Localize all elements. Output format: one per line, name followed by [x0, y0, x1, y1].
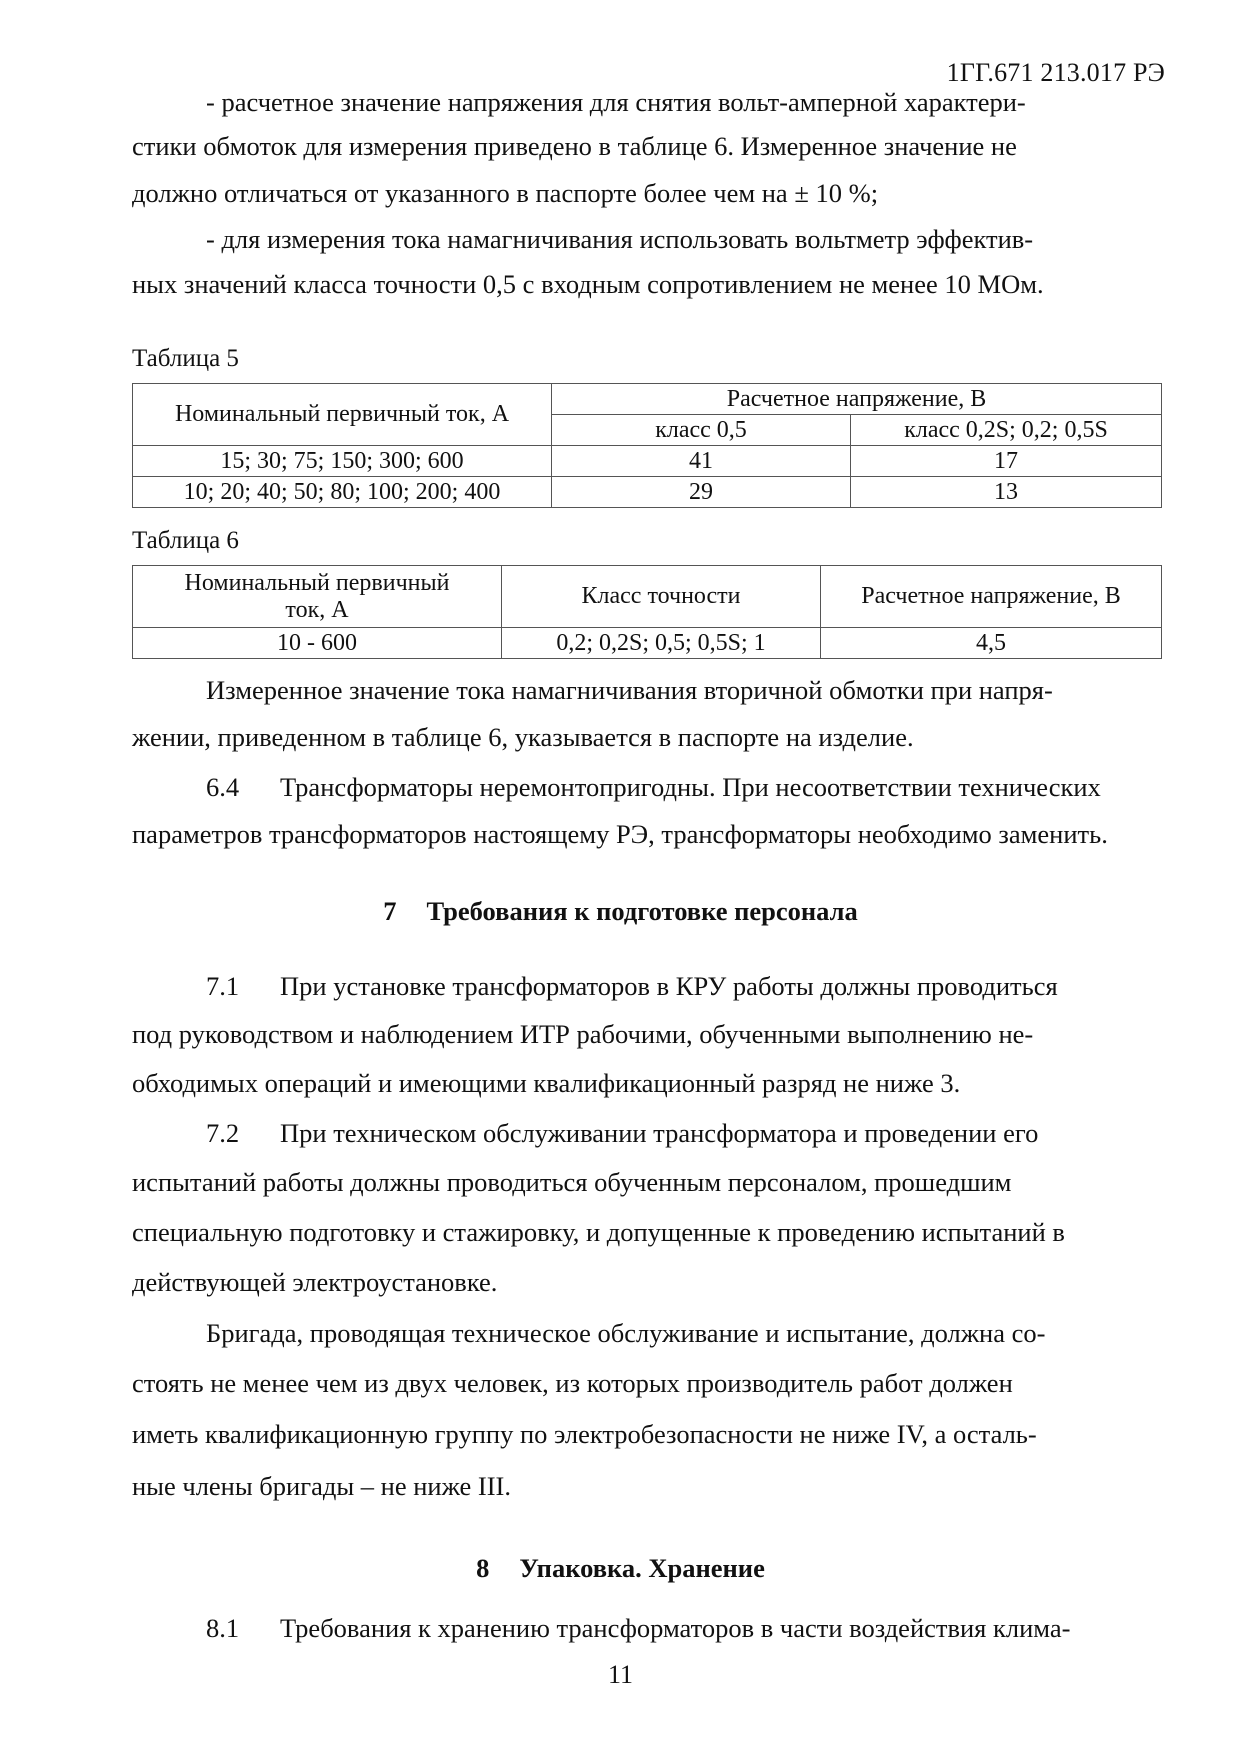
clause-number: 7.1 [206, 971, 240, 1001]
section-title: Упаковка. Хранение [519, 1553, 765, 1583]
table6-cell-voltage: 4,5 [821, 628, 1162, 659]
section-number: 7 [383, 896, 397, 926]
clause-text: При установке трансформаторов в КРУ работы должны проводиться [280, 971, 1058, 1001]
table5 [132, 383, 1162, 508]
text-line: ных значений класса точности 0,5 с входным сопротивлением не менее 10 МОм. [132, 269, 1044, 299]
text-line: иметь квалификационную группу по электробезопасности не ниже IV, а осталь- [132, 1419, 1037, 1449]
table6-header-voltage: Расчетное напряжение, В [821, 566, 1162, 628]
text-line: Бригада, проводящая техническое обслуживание и испытание, должна со- [206, 1318, 1046, 1348]
table6-header-current-line2: ток, А [285, 596, 349, 623]
clause-6-4 [206, 771, 1241, 803]
section-number: 8 [476, 1553, 490, 1583]
table5-cell-current: 10; 20; 40; 50; 80; 100; 200; 400 [133, 477, 552, 508]
table6-cell-current: 10 - 600 [133, 628, 502, 659]
text-line: специальную подготовку и стажировку, и допущенные к проведению испытаний в [132, 1217, 1065, 1247]
text-line: жении, приведенном в таблице 6, указывается в паспорте на изделие. [132, 722, 914, 752]
text-line: Измеренное значение тока намагничивания вторичной обмотки при напря- [206, 675, 1053, 705]
text-line: параметров трансформаторов настоящему РЭ, трансформаторы необходимо заменить. [132, 819, 1108, 849]
page-number: 11 [607, 1660, 634, 1689]
table5-cell-class02: 13 [851, 477, 1162, 508]
text-line: под руководством и наблюдением ИТР рабочими, обученными выполнению не- [132, 1019, 1034, 1049]
section-8-heading [0, 1553, 1241, 1584]
table6-header-current [133, 566, 502, 628]
text-line: действующей электроустановке. [132, 1267, 498, 1297]
table5-cell-current: 15; 30; 75; 150; 300; 600 [133, 446, 552, 477]
document-code: 1ГГ.671 213.017 РЭ [946, 58, 1165, 87]
clause-number: 7.2 [206, 1118, 240, 1148]
table6-header-current-line1: Номинальный первичный [184, 569, 450, 596]
clause-number: 8.1 [206, 1613, 240, 1643]
table5-cell-class05: 41 [552, 446, 851, 477]
clause-text: Трансформаторы неремонтопригодны. При несоответствии технических [280, 772, 1101, 802]
clause-7-1 [206, 970, 1241, 1002]
table5-header-class05: класс 0,5 [552, 415, 851, 446]
table5-cell-class05: 29 [552, 477, 851, 508]
bullet-line: - расчетное значение напряжения для снятия вольт-амперной характери- [206, 87, 1026, 117]
text-line: стоять не менее чем из двух человек, из которых производитель работ должен [132, 1368, 1013, 1398]
table5-header-voltage: Расчетное напряжение, В [552, 384, 1162, 415]
table-row [133, 628, 1162, 659]
clause-7-2 [206, 1117, 1241, 1149]
table5-header-current: Номинальный первичный ток, А [133, 384, 552, 446]
text-line: ные члены бригады – не ниже III. [132, 1471, 512, 1501]
table6-cell-accuracy: 0,2; 0,2S; 0,5; 0,5S; 1 [502, 628, 821, 659]
section-7-heading [0, 896, 1241, 927]
table5-caption: Таблица 5 [132, 345, 239, 372]
clause-8-1 [206, 1612, 1241, 1644]
table5-header-class02: класс 0,2S; 0,2; 0,5S [851, 415, 1162, 446]
clause-text: Требования к хранению трансформаторов в части воздействия клима- [280, 1613, 1071, 1643]
section-title: Требования к подготовке персонала [426, 896, 858, 926]
text-line: стики обмоток для измерения приведено в таблице 6. Измеренное значение не [132, 131, 1017, 161]
text-line: обходимых операций и имеющими квалификационный разряд не ниже 3. [132, 1068, 961, 1098]
clause-text: При техническом обслуживании трансформатора и проведении его [280, 1118, 1039, 1148]
text-line: должно отличаться от указанного в паспорте более чем на ± 10 %; [132, 178, 879, 208]
table6 [132, 565, 1162, 659]
table6-caption: Таблица 6 [132, 527, 239, 554]
table-row [133, 446, 1162, 477]
table5-cell-class02: 17 [851, 446, 1162, 477]
bullet-line: - для измерения тока намагничивания использовать вольтметр эффектив- [206, 224, 1034, 254]
clause-number: 6.4 [206, 772, 240, 802]
table6-header-accuracy: Класс точности [502, 566, 821, 628]
text-line: испытаний работы должны проводиться обученным персоналом, прошедшим [132, 1167, 1012, 1197]
table-row [133, 477, 1162, 508]
